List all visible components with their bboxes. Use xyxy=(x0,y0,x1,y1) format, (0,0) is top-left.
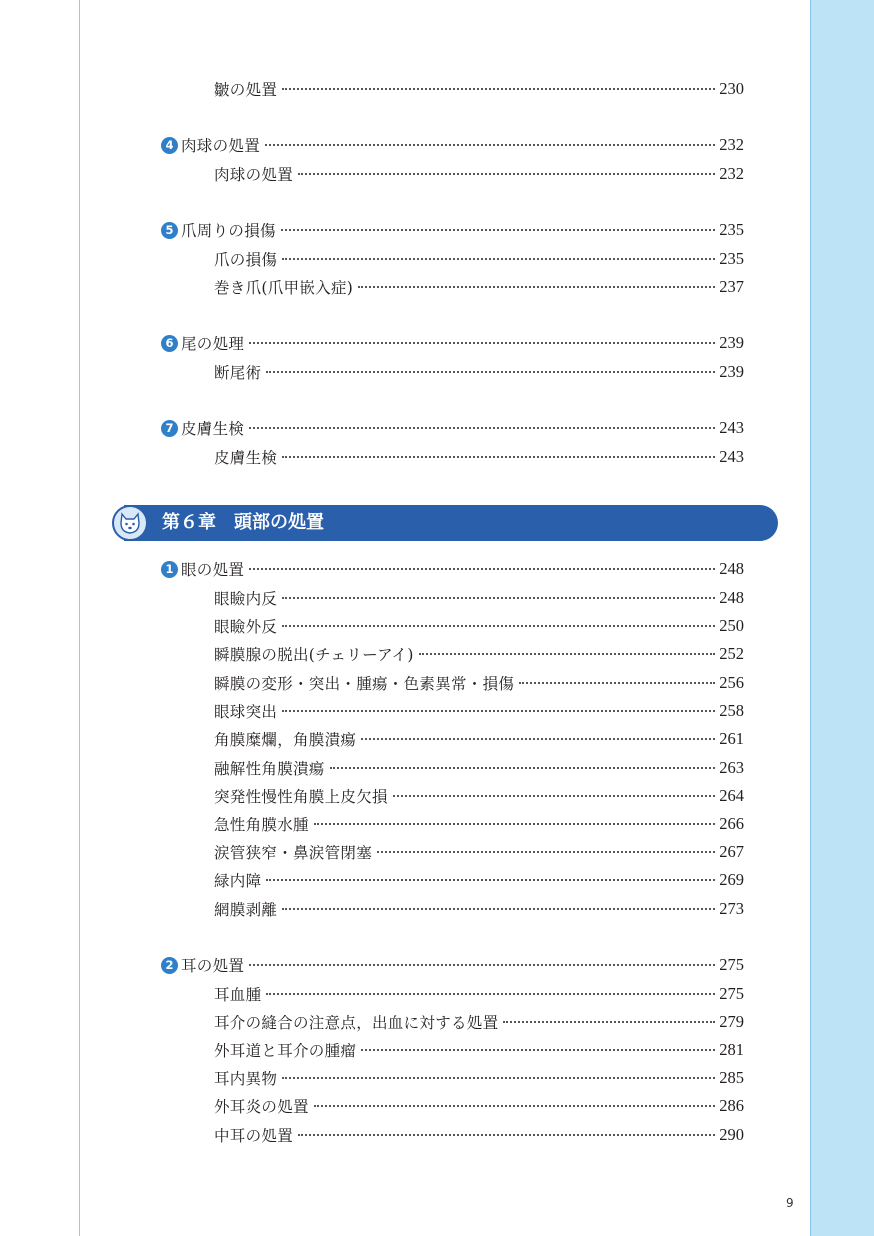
toc-page-number: 230 xyxy=(719,79,744,98)
toc-entry-label: 眼球突出 xyxy=(214,703,278,721)
toc-entry-label: 角膜糜爛，角膜潰瘍 xyxy=(214,731,357,749)
toc-item-row[interactable] xyxy=(214,840,744,864)
dot-leader xyxy=(330,767,716,769)
dot-leader xyxy=(393,795,715,797)
toc-section-row[interactable] xyxy=(161,133,744,157)
toc-page-number: 235 xyxy=(719,249,744,268)
dog-face-icon xyxy=(112,505,148,541)
dot-leader xyxy=(249,568,715,570)
dot-leader xyxy=(298,173,715,175)
toc-page-number: 269 xyxy=(719,870,744,889)
toc-page-number: 243 xyxy=(719,418,744,437)
dot-leader xyxy=(266,993,715,995)
dot-leader xyxy=(314,823,715,825)
toc-item-row[interactable] xyxy=(214,756,744,780)
toc-page-number: 273 xyxy=(719,899,744,918)
toc-item-row[interactable] xyxy=(214,671,744,695)
toc-page-number: 286 xyxy=(719,1096,744,1115)
toc-entry-label: 尾の処理 xyxy=(181,335,245,353)
toc-page-number: 256 xyxy=(719,673,744,692)
dot-leader xyxy=(361,738,715,740)
toc-page-number: 250 xyxy=(719,616,744,635)
toc-item-row[interactable] xyxy=(214,445,744,469)
toc-page-number: 275 xyxy=(719,984,744,1003)
dot-leader xyxy=(282,710,715,712)
toc-page-number: 243 xyxy=(719,447,744,466)
toc-item-row[interactable] xyxy=(214,162,744,186)
toc-entry-label: 瞬膜の変形・突出・腫瘍・色素異常・損傷 xyxy=(214,675,515,693)
toc-entry-label: 耳の処置 xyxy=(181,957,245,975)
toc-entry-label: 突発性慢性角膜上皮欠損 xyxy=(214,788,388,806)
toc-entry-label: 眼瞼内反 xyxy=(214,590,278,608)
toc-entry-label: 爪の損傷 xyxy=(214,251,278,269)
toc-entry-label: 肉球の処置 xyxy=(214,166,294,184)
dot-leader xyxy=(314,1105,715,1107)
dot-leader xyxy=(282,88,715,90)
toc-item-row[interactable] xyxy=(214,77,744,101)
toc-entry-label: 眼の処置 xyxy=(181,561,245,579)
dot-leader xyxy=(266,371,715,373)
toc-item-row[interactable] xyxy=(214,275,744,299)
left-margin-rule xyxy=(79,0,80,1236)
toc-page-number: 261 xyxy=(719,729,744,748)
dot-leader xyxy=(249,964,715,966)
dot-leader xyxy=(282,625,715,627)
toc-page-number: 239 xyxy=(719,362,744,381)
dot-leader xyxy=(266,879,715,881)
dot-leader xyxy=(282,258,715,260)
toc-item-row[interactable] xyxy=(214,1123,744,1147)
dot-leader xyxy=(503,1021,715,1023)
toc-item-row[interactable] xyxy=(214,642,744,666)
section-number-badge: 7 xyxy=(161,420,178,437)
toc-item-row[interactable] xyxy=(214,727,744,751)
toc-section-row[interactable] xyxy=(161,416,744,440)
toc-page-number: 267 xyxy=(719,842,744,861)
toc-entry-label: 涙管狭窄・鼻涙管閉塞 xyxy=(214,844,373,862)
dot-leader xyxy=(265,144,715,146)
toc-page-number: 232 xyxy=(719,164,744,183)
toc-section-row[interactable] xyxy=(161,218,744,242)
toc-entry-label: 中耳の処置 xyxy=(214,1127,294,1145)
toc-entry-label: 外耳道と耳介の腫瘤 xyxy=(214,1042,357,1060)
toc-entry-label: 断尾術 xyxy=(214,364,262,382)
toc-section-row[interactable] xyxy=(161,557,744,581)
toc-entry-label: 皮膚生検 xyxy=(214,449,278,467)
dot-leader xyxy=(358,286,715,288)
toc-page-number: 237 xyxy=(719,277,744,296)
toc-page-number: 235 xyxy=(719,220,744,239)
toc-entry-label: 爪周りの損傷 xyxy=(181,222,276,240)
toc-page-number: 248 xyxy=(719,588,744,607)
dot-leader xyxy=(377,851,715,853)
toc-item-row[interactable] xyxy=(214,784,744,808)
toc-page-number: 252 xyxy=(719,644,744,663)
toc-entry-label: 耳介の縫合の注意点，出血に対する処置 xyxy=(214,1014,499,1032)
section-number-badge: 4 xyxy=(161,137,178,154)
toc-entry-label: 巻き爪(爪甲嵌入症) xyxy=(214,279,354,297)
toc-item-row[interactable] xyxy=(214,360,744,384)
toc-item-row[interactable] xyxy=(214,1010,744,1034)
dot-leader xyxy=(519,682,715,684)
toc-page-number: 239 xyxy=(719,333,744,352)
section-number-badge: 5 xyxy=(161,222,178,239)
toc-page-number: 275 xyxy=(719,955,744,974)
toc-page-number: 258 xyxy=(719,701,744,720)
toc-entry-label: 皮膚生検 xyxy=(181,420,245,438)
toc-entry-label: 外耳炎の処置 xyxy=(214,1098,309,1116)
toc-entry-label: 肉球の処置 xyxy=(181,137,261,155)
dot-leader xyxy=(281,229,715,231)
toc-page-number: 290 xyxy=(719,1125,744,1144)
section-number-badge: 1 xyxy=(161,561,178,578)
toc-entry-label: 融解性角膜潰瘍 xyxy=(214,760,325,778)
toc-item-row[interactable] xyxy=(214,1038,744,1062)
toc-item-row[interactable] xyxy=(214,699,744,723)
dot-leader xyxy=(282,908,715,910)
chapter-title: 第６章 頭部の処置 xyxy=(162,512,324,533)
toc-entry-label: 耳内異物 xyxy=(214,1070,278,1088)
toc-section-row[interactable] xyxy=(161,953,744,977)
toc-page-number: 285 xyxy=(719,1068,744,1087)
dot-leader xyxy=(419,653,716,655)
dot-leader xyxy=(249,342,715,344)
toc-item-row[interactable] xyxy=(214,868,744,892)
toc-page-number: 281 xyxy=(719,1040,744,1059)
toc-item-row[interactable] xyxy=(214,812,744,836)
toc-item-row[interactable] xyxy=(214,1094,744,1118)
toc-item-row[interactable] xyxy=(214,614,744,638)
dot-leader xyxy=(282,1077,715,1079)
toc-page-number: 266 xyxy=(719,814,744,833)
dot-leader xyxy=(249,427,715,429)
section-number-badge: 2 xyxy=(161,957,178,974)
dot-leader xyxy=(298,1134,715,1136)
toc-entry-label: 皺の処置 xyxy=(214,81,278,99)
toc-entry-label: 緑内障 xyxy=(214,872,262,890)
section-number-badge: 6 xyxy=(161,335,178,352)
toc-entry-label: 耳血腫 xyxy=(214,986,262,1004)
toc-page-number: 279 xyxy=(719,1012,744,1031)
toc-item-row[interactable] xyxy=(214,247,744,271)
toc-item-row[interactable] xyxy=(214,982,744,1006)
dot-leader xyxy=(361,1049,715,1051)
toc-entry-label: 急性角膜水腫 xyxy=(214,816,309,834)
toc-entry-label: 瞬膜腺の脱出(チェリーアイ) xyxy=(214,646,414,664)
page-number: 9 xyxy=(786,1196,794,1210)
toc-item-row[interactable] xyxy=(214,897,744,921)
dot-leader xyxy=(282,597,715,599)
toc-entry-label: 網膜剥離 xyxy=(214,901,278,919)
toc-entry-label: 眼瞼外反 xyxy=(214,618,278,636)
dot-leader xyxy=(282,456,715,458)
toc-section-row[interactable] xyxy=(161,331,744,355)
toc-page-number: 232 xyxy=(719,135,744,154)
toc-page-number: 264 xyxy=(719,786,744,805)
toc-page-number: 263 xyxy=(719,758,744,777)
toc-item-row[interactable] xyxy=(214,1066,744,1090)
toc-page-number: 248 xyxy=(719,559,744,578)
chapter-heading-bar xyxy=(112,505,778,541)
toc-item-row[interactable] xyxy=(214,586,744,610)
side-tab-band xyxy=(810,0,874,1236)
